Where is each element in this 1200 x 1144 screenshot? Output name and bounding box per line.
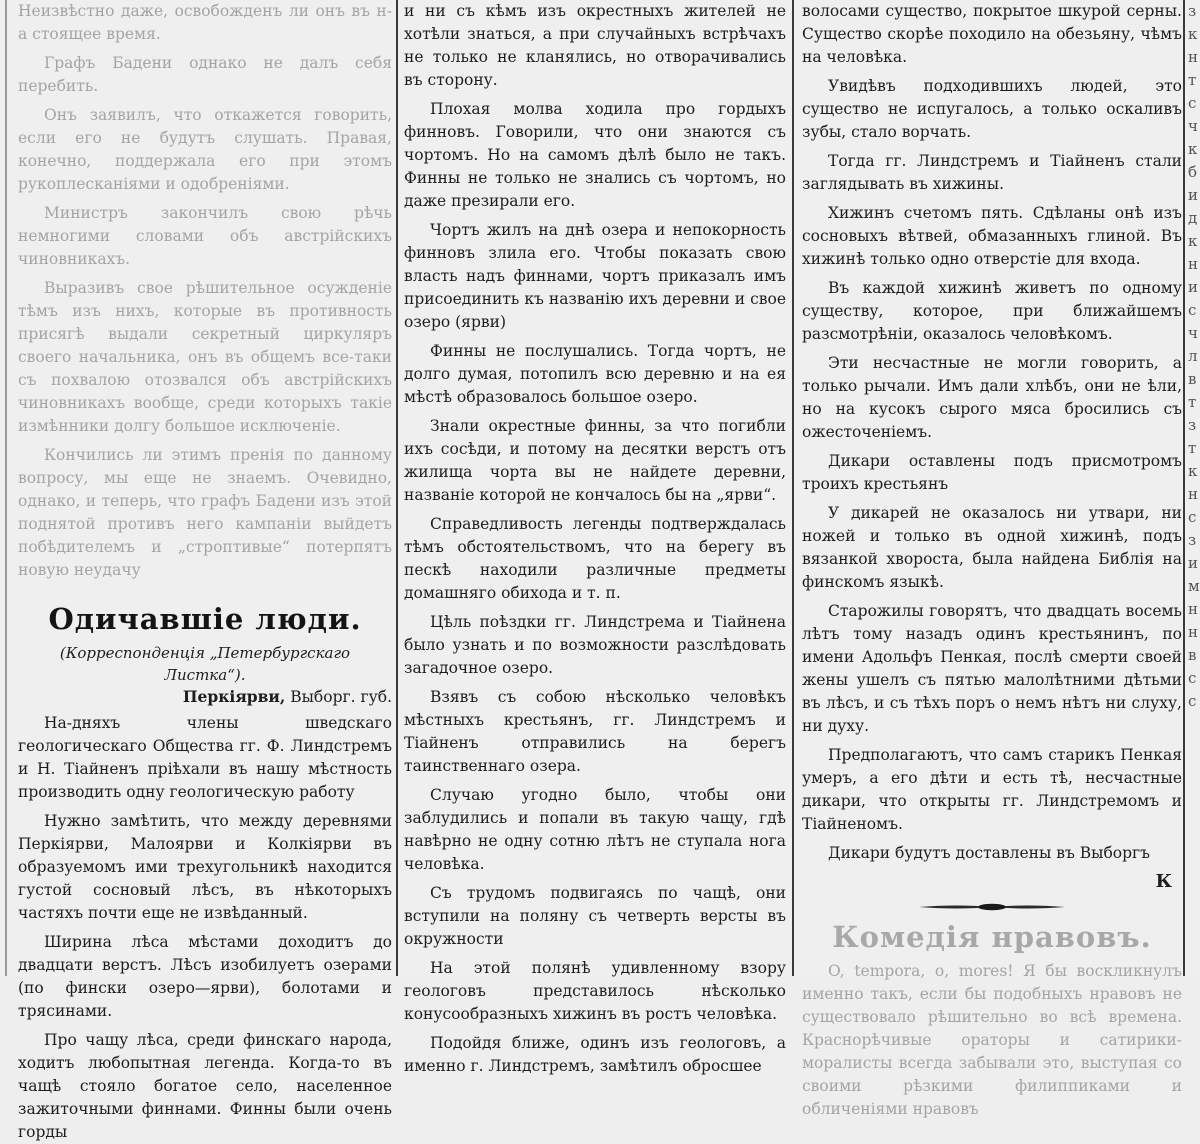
paragraph: Неизвѣстно даже, освобожденъ ли онъ въ н-а стоящее время. [18, 2, 392, 43]
paragraph: Дикари оставлены подъ присмотромъ троихъ крестьянъ [802, 452, 1182, 493]
paragraph: Нужно замѣтить, что между деревнями Перкіярви, Малоярви и Колкіярви въ образуемомъ ими трехугольникѣ находится густой сосновый лѣсъ, въ нѣкоторыхъ частяхъ почти еще не извѣданный. [18, 812, 392, 922]
paragraph: Взявъ съ собою нѣсколько человѣкъ мѣстныхъ крестьянъ, гг. Линдстремъ и Тіайненъ отправились на берегъ таинственнаго озера. [404, 688, 786, 775]
dateline-region: Выборг. губ. [285, 688, 392, 706]
paragraph: O, tempora, o, mores! Я бы воскликнулъ именно такъ, если бы подобныхъ нравовъ не существовало рѣшительно во всѣ времена. Краснорѣчивые ораторы и сатирики-моралисты всегда забывали это, выступая со своими рѣзкими филиппиками и обличеніями нравовъ [802, 962, 1182, 1118]
paragraph: и ни съ кѣмъ изъ окрестныхъ жителей не хотѣли знаться, а при случайныхъ встрѣчахъ не только не кланялись, но отворачивались въ сторону. [404, 2, 786, 89]
cropped-text-fragment: ч [1188, 117, 1198, 135]
cropped-text-fragment: т [1188, 393, 1197, 411]
cropped-text-fragment: м [1188, 577, 1200, 595]
article-headline-2: Комедія нравовъ. [832, 920, 1152, 954]
cropped-text-fragment: к [1188, 25, 1198, 43]
paragraph: Онъ заявилъ, что откажется говорить, если его не будутъ слушать. Правая, конечно, поддержала его при этомъ рукоплесканіями и одобреніями. [18, 106, 392, 193]
cropped-text-fragment: к [1188, 232, 1198, 250]
paragraph: Тогда гг. Линдстремъ и Тіайненъ стали заглядывать въ хижины. [802, 152, 1182, 193]
column-rule-1 [396, 0, 398, 976]
author-signoff: К [1155, 871, 1172, 892]
paragraph: Справедливость легенды подтверждалась тѣмъ обстоятельствомъ, что на берегу въ пескѣ находили различные предметы домашняго обихода и т. п. [404, 515, 786, 602]
cropped-text-fragment: т [1188, 439, 1197, 457]
paragraph: Знали окрестные финны, за что погибли ихъ сосѣди, и потому на десятки верстъ отъ жилища чорта вы не найдете деревни, названіе которой не кончалось бы на „ярви“. [404, 417, 786, 504]
column-rule-left-edge [5, 0, 7, 976]
column-2 [404, 0, 786, 1075]
paragraph: Случаю угодно было, чтобы они заблудились и попали въ такую чащу, гдѣ навѣрно не одну сотню лѣтъ не ступала нога человѣка. [404, 786, 786, 873]
article-dateline [18, 686, 392, 708]
paragraph: Про чащу лѣса, среди финскаго народа, ходитъ любопытная легенда. Когда-то въ чащѣ стояло богатое село, населенное зажиточными финнами. Финны были очень горды [18, 1031, 392, 1141]
paragraph: Ширина лѣса мѣстами доходитъ до двадцати верстъ. Лѣсъ изобилуетъ озерами (по фински озеро—ярви), болотами и трясинами. [18, 933, 392, 1020]
paragraph: Дикари будутъ доставлены въ Выборгъ [828, 844, 1151, 862]
article-byline: (Корреспонденція „Петербургскаго Листка“). [59, 644, 351, 684]
cropped-text-fragment: л [1188, 347, 1198, 365]
cropped-text-fragment: б [1188, 163, 1198, 181]
paragraph: Увидѣвъ подходившихъ людей, это существо не испугалось, а только оскаливъ зубы, стало ворчать. [802, 77, 1182, 141]
cropped-text-fragment: ч [1188, 324, 1198, 342]
paragraph: Чортъ жилъ на днѣ озера и непокорность финновъ злила его. Чтобы показать свою власть надъ финнами, чортъ приказалъ имъ присоединить къ названію ихъ деревни и свое озеро (ярви) [404, 221, 786, 331]
paragraph: У дикарей не оказалось ни утвари, ни ножей и только въ одной хижинѣ, подъ вязанкой хвороста, была найдена Библія на финскомъ языкѣ. [802, 504, 1182, 591]
paragraph: На-дняхъ члены шведскаго геологическаго Общества гг. Ф. Линдстремъ и Н. Тіайненъ пріѣхали въ нашу мѣстность производить одну геологическую работу [18, 714, 392, 801]
paragraph: Хижинъ счетомъ пять. Сдѣланы онѣ изъ сосновыхъ вѣтвей, обмазанныхъ глиной. Въ хижинѣ только одно отверстіе для входа. [802, 204, 1182, 268]
cropped-text-fragment: н [1188, 485, 1198, 503]
paragraph: Въ каждой хижинѣ живетъ по одному существу, которое, при ближайшемъ разсмотрѣніи, оказалось человѣкомъ. [802, 279, 1182, 343]
column-3 [802, 0, 1182, 1118]
cropped-text-fragment: з [1188, 416, 1197, 434]
cropped-text-fragment: в [1188, 646, 1197, 664]
cropped-text-fragment: з [1188, 531, 1197, 549]
paragraph: Старожилы говорятъ, что двадцать восемь лѣтъ тому назадъ одинъ крестьянинъ, по имени Адольфъ Пенкая, послѣ смерти своей жены ушелъ съ пятью малолѣтними дѣтьми въ лѣсъ, и съ тѣхъ поръ о немъ нѣтъ ни слуху, ни духу. [802, 602, 1182, 735]
paragraph: Кончились ли этимъ пренія по данному вопросу, мы еще не знаемъ. Очевидно, однако, и теперь, что графъ Бадени изъ этой поднятой противъ него кампаніи выйдетъ побѣдителемъ и „строптивые“ потерпятъ новую неудачу [18, 446, 392, 579]
cropped-text-fragment: т [1188, 71, 1197, 89]
column-rule-3 [1183, 0, 1185, 976]
column-4-cropped [1188, 0, 1200, 976]
cropped-text-fragment: в [1188, 370, 1197, 388]
divider-ornament-icon [917, 900, 1067, 914]
cropped-text-fragment: д [1188, 209, 1198, 227]
paragraph: Эти несчастные не могли говорить, а только рычали. Имъ дали хлѣбъ, они не ѣли, но на кусокъ сырого мяса бросились съ ожесточеніемъ. [802, 354, 1182, 441]
paragraph: Министръ закончилъ свою рѣчь немногими словами объ австрійскихъ чиновникахъ. [18, 204, 392, 268]
cropped-text-fragment: к [1188, 462, 1198, 480]
paragraph: Плохая молва ходила про гордыхъ финновъ. Говорили, что они знаются съ чортомъ. Но на самомъ дѣлѣ было не такъ. Финны не только не знались съ чортомъ, но даже презирали его. [404, 100, 786, 210]
paragraph: Съ трудомъ подвигаясь по чащѣ, они вступили на поляну съ четверть версты въ окружности [404, 884, 786, 948]
paragraph: волосами существо, покрытое шкурой серны. Существо скорѣе походило на обезьяну, чѣмъ на человѣка. [802, 2, 1182, 66]
dateline-place: Перкіярви, [182, 687, 286, 706]
cropped-text-fragment: н [1188, 255, 1198, 273]
cropped-text-fragment: с [1188, 94, 1197, 112]
paragraph: Цѣль поѣздки гг. Линдстрема и Тіайнена было узнать и по возможности разслѣдовать загадочное озеро. [404, 613, 786, 677]
paragraph: Выразивъ свое рѣшительное осужденіе тѣмъ изъ нихъ, которые въ противность присягѣ выдали секретный циркуляръ своего начальника, онъ въ общемъ все-таки съ похвалою отозвался объ австрійскихъ чиновникахъ вообще, среди которыхъ такіе измѣнники долгу большое исключеніе. [18, 279, 392, 435]
article-headline: Одичавшіе люди. [48, 602, 362, 636]
column-rule-2 [792, 0, 794, 976]
cropped-text-fragment: и [1188, 186, 1198, 204]
paragraph: Финны не послушались. Тогда чортъ, не долго думая, потопилъ всю деревню и на ея мѣстѣ образовалось большое озеро. [404, 342, 786, 406]
cropped-text-fragment: н [1188, 600, 1198, 618]
cropped-text-fragment: н [1188, 48, 1198, 66]
cropped-text-fragment: с [1188, 669, 1197, 687]
column-1 [18, 0, 392, 1141]
cropped-text-fragment: к [1188, 140, 1198, 158]
cropped-text-fragment: с [1188, 692, 1197, 710]
cropped-text-fragment: н [1188, 623, 1198, 641]
cropped-text-fragment: з [1188, 2, 1197, 20]
cropped-text-fragment: с [1188, 301, 1197, 319]
cropped-text-fragment: и [1188, 554, 1198, 572]
paragraph: Подойдя ближе, одинъ изъ геологовъ, а именно г. Линдстремъ, замѣтилъ обросшее [404, 1034, 786, 1075]
paragraph: На этой полянѣ удивленному взору геологовъ представилось нѣсколько конусообразныхъ хижинъ въ ростъ человѣка. [404, 959, 786, 1023]
paragraph: Графъ Бадени однако не далъ себя перебить. [18, 54, 392, 95]
cropped-text-fragment: с [1188, 508, 1197, 526]
paragraph: Предполагаютъ, что самъ старикъ Пенкая умеръ, а его дѣти и есть тѣ, несчастные дикари, что открыты гг. Линдстремомъ и Тіайненомъ. [802, 746, 1182, 833]
cropped-text-fragment: и [1188, 278, 1198, 296]
